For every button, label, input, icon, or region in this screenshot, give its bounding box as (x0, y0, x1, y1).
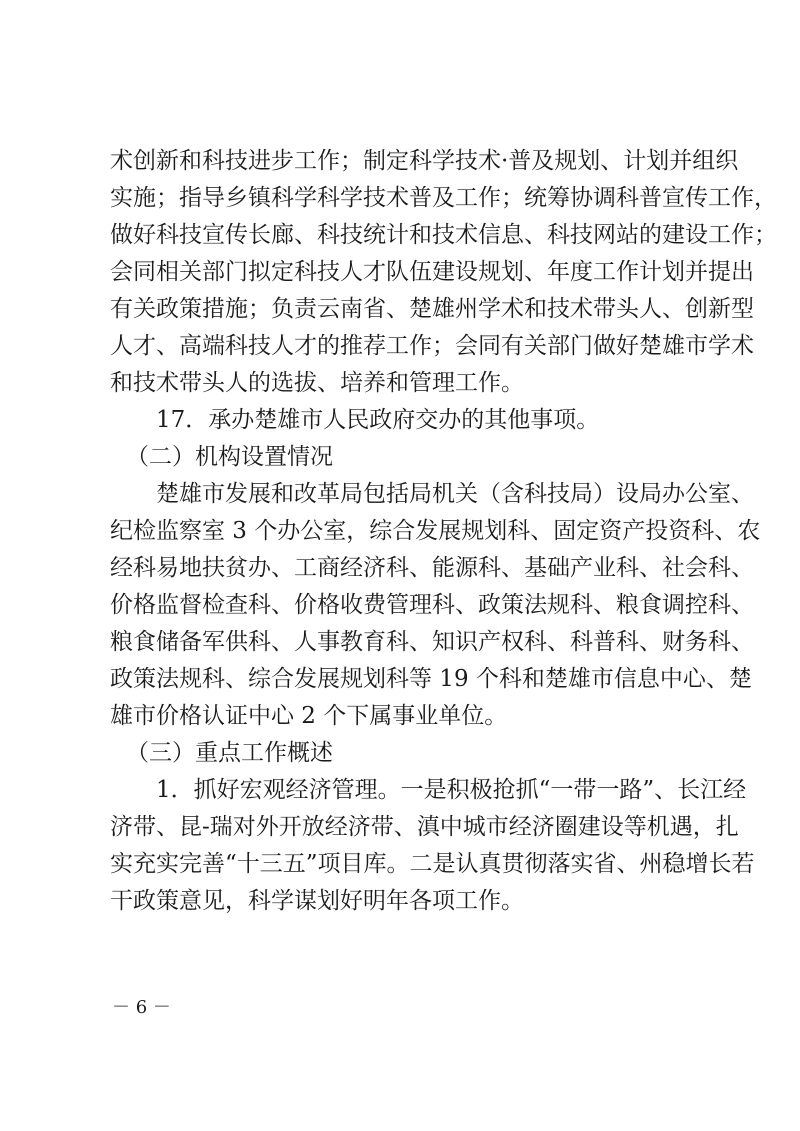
text-line: 经科易地扶贫办、工商经济科、能源科、基础产业科、社会科、 (110, 555, 754, 581)
text-line: 做好科技宣传长廊、科技统计和技术信息、科技网站的建设工作； (110, 222, 777, 248)
text-line: 会同相关部门拟定科技人才队伍建设规划、年度工作计划并提出 (110, 259, 754, 285)
text-line: 有关政策措施；负责云南省、楚雄州学术和技术带头人、创新型 (110, 296, 754, 322)
text-line: 政策法规科、综合发展规划科等 19 个科和楚雄市信息中心、楚 (110, 666, 752, 692)
text-line: 术创新和科技进步工作；制定科学技术·普及规划、计划并组织 (110, 148, 739, 174)
text-line: 实充实完善“十三五”项目库。二是认真贯彻落实省、州稳增长若 (110, 851, 755, 877)
body-text (110, 143, 777, 920)
text-line: 实施；指导乡镇科学科学技术普及工作；统筹协调科普宣传工作， (110, 185, 777, 211)
text-line: 价格监督检查科、价格收费管理科、政策法规科、粮食调控科、 (110, 592, 754, 618)
text-line: 粮食储备军供科、人事教育科、知识产权科、科普科、财务科、 (110, 629, 754, 655)
section-heading: （三）重点工作概述 (126, 740, 333, 766)
page-number: － 6 － (112, 997, 171, 1018)
text-line: 人才、高端科技人才的推荐工作；会同有关部门做好楚雄市学术 (110, 333, 754, 359)
text-line: 干政策意见，科学谋划好明年各项工作。 (110, 888, 524, 914)
section-heading: （二）机构设置情况 (126, 444, 333, 470)
text-line: 雄市价格认证中心 2 个下属事业单位。 (110, 703, 508, 729)
text-line: 和技术带头人的选拔、培养和管理工作。 (110, 370, 524, 396)
text-line: 楚雄市发展和改革局包括局机关（含科技局）设局办公室、 (156, 481, 754, 507)
text-line: 纪检监察室 3 个办公室，综合发展规划科、固定资产投资科、农 (110, 518, 761, 544)
text-line: 1．抓好宏观经济管理。一是积极抢抓“一带一路”、长江经 (156, 777, 747, 803)
text-line: 17．承办楚雄市人民政府交办的其他事项。 (156, 407, 600, 433)
text-line: 济带、昆-瑞对外开放经济带、滇中城市经济圈建设等机遇，扎 (110, 814, 739, 840)
